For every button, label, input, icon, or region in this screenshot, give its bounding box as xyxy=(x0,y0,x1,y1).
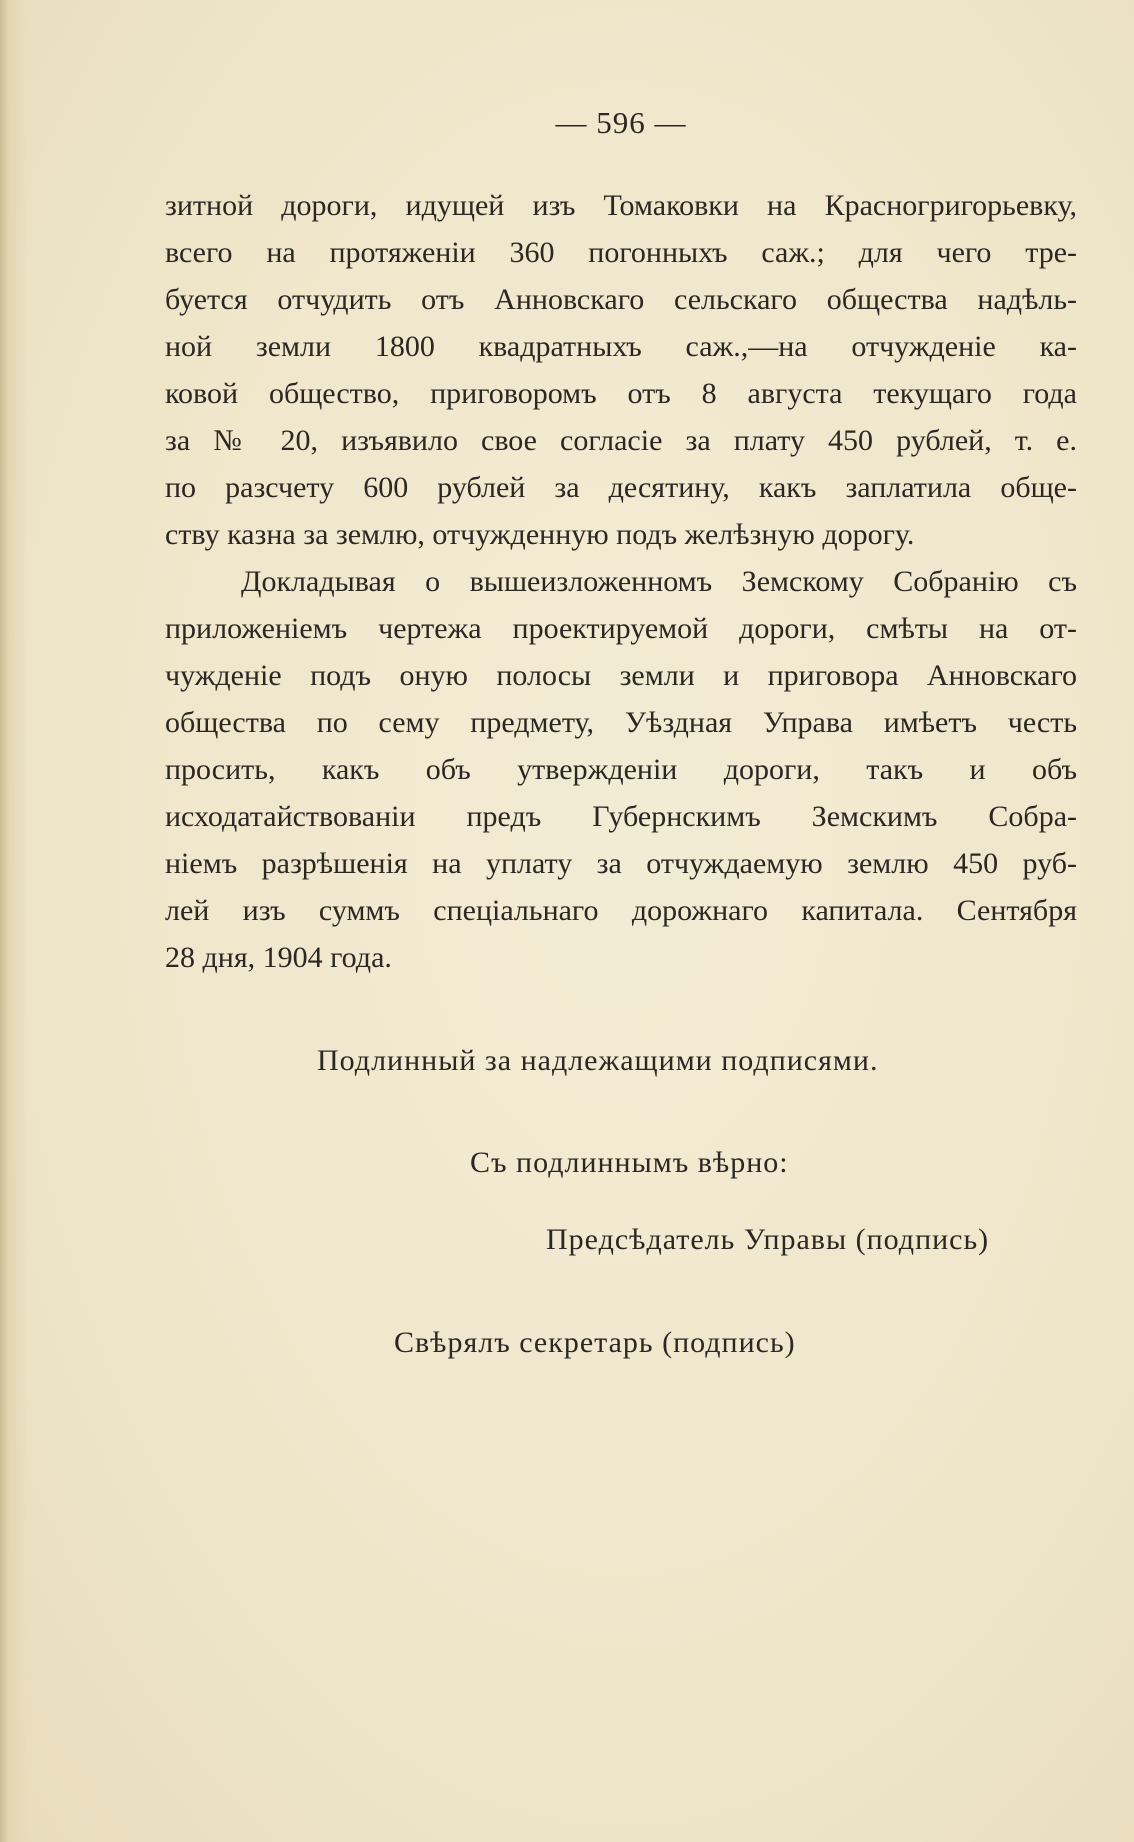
text-line: лей изъ суммъ спеціальнаго дорожнаго капитала. Сентября xyxy=(165,894,1077,927)
text-line: зитной дороги, идущей изъ Томаковки на Красногригорьевку, xyxy=(165,189,1077,222)
paragraph-1 xyxy=(165,182,1077,558)
text-line: ной земли 1800 квадратныхъ саж.,—на отчужденіе ка- xyxy=(165,330,1077,363)
secretary-signature-line: Свѣрялъ секретарь (подпись) xyxy=(394,1326,796,1359)
text-line: Докладывая о вышеизложенномъ Земскому Собранію съ xyxy=(241,565,1077,598)
text-line: приложеніемъ чертежа проектируемой дороги, смѣты на от- xyxy=(165,612,1077,645)
text-line: буется отчудить отъ Анновскаго сельскаго общества надѣль- xyxy=(165,283,1077,316)
text-line: просить, какъ объ утвержденіи дороги, такъ и объ xyxy=(165,753,1077,786)
text-line: общества по сему предмету, Уѣздная Управа имѣетъ честь xyxy=(165,706,1077,739)
text-line: ству казна за землю, отчужденную подъ желѣзную дорогу. xyxy=(165,518,915,551)
body-text xyxy=(165,182,1077,981)
chairman-signature-line: Предсѣдатель Управы (подпись) xyxy=(546,1223,990,1256)
text-line: исходатайствованіи предъ Губернскимъ Земскимъ Собра- xyxy=(165,800,1077,833)
text-line: 28 дня, 1904 года. xyxy=(165,941,392,974)
text-line: чужденіе подъ оную полосы земли и приговора Анновскаго xyxy=(165,659,1077,692)
original-signatures-note: Подлинный за надлежащими подписями. xyxy=(317,1044,879,1077)
text-line: ніемъ разрѣшенія на уплату за отчуждаемую землю 450 руб- xyxy=(165,847,1077,880)
text-line: по разсчету 600 рублей за десятину, какъ заплатила обще- xyxy=(165,471,1077,504)
page-number: — 596 — xyxy=(555,105,687,140)
text-line: ковой общество, приговоромъ отъ 8 августа текущаго года xyxy=(165,377,1077,410)
text-line: за № 20, изъявило свое согласіе за плату 450 рублей, т. е. xyxy=(165,424,1077,457)
paragraph-2 xyxy=(165,558,1077,981)
text-line: всего на протяженіи 360 погонныхъ саж.; для чего тре- xyxy=(165,236,1077,269)
certified-copy-note: Съ подлиннымъ вѣрно: xyxy=(470,1146,789,1179)
